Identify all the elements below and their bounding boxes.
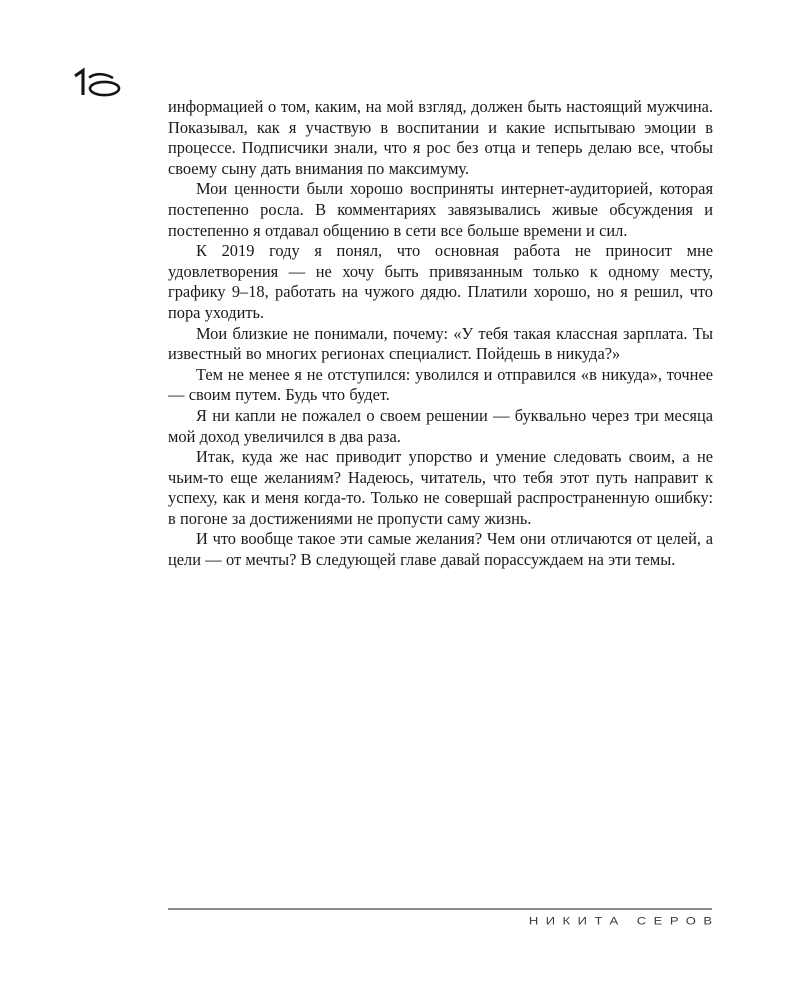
stylized-folio-glyph [70,66,126,100]
body-paragraph: И что вообще такое эти самые желания? Чем они отличаются от целей, а цели — от мечты? В следующей главе давай порассуждаем на эти темы. [168,529,713,570]
body-paragraph: К 2019 году я понял, что основная работа не приносит мне удовлетворения — не хочу быть привязанным только к одному месту, графику 9–18, работать на чужого дядю. Платили хорошо, но я решил, что пора уходить. [168,241,713,322]
page-footer [168,908,720,929]
body-paragraph: Мои ценности были хорошо восприняты интернет-аудиторией, которая постепенно росла. В комментариях завязывались живые обсуждения и постепенно я отдавал общению в сети все больше времени и сил. [168,179,713,240]
body-paragraph: информацией о том, каким, на мой взгляд, должен быть настоящий мужчина. Показывал, как я участвую в воспитании и какие испытываю эмоции в процессе. Подписчики знали, что я рос без отца и теперь делаю все, чтобы своему сыну дать внимания по максимуму. [168,97,713,178]
body-paragraph: Мои близкие не понимали, почему: «У тебя такая классная зарплата. Ты известный во многих регионах специалист. Пойдешь в никуда?» [168,323,713,364]
body-paragraph: Я ни капли не пожалел о своем решении — буквально через три месяца мой доход увеличился в два раза. [168,405,713,446]
page-number [70,66,126,100]
body-paragraph: Итак, куда же нас приводит упорство и умение следовать своим, а не чьим-то еще желаниям? Надеюсь, читатель, что тебя этот путь направит к успеху, как и меня когда-то. Только не совершай распространенную ошибку: в погоне за достижениями не пропусти саму жизнь. [168,447,713,528]
footer-divider [168,908,712,910]
page-text-column [168,97,713,571]
footer-author: НИКИТА СЕРОВ [528,914,720,928]
body-paragraph: Тем не менее я не отступился: уволился и отправился «в никуда», точнее — своим путем. Будь что будет. [168,364,713,405]
